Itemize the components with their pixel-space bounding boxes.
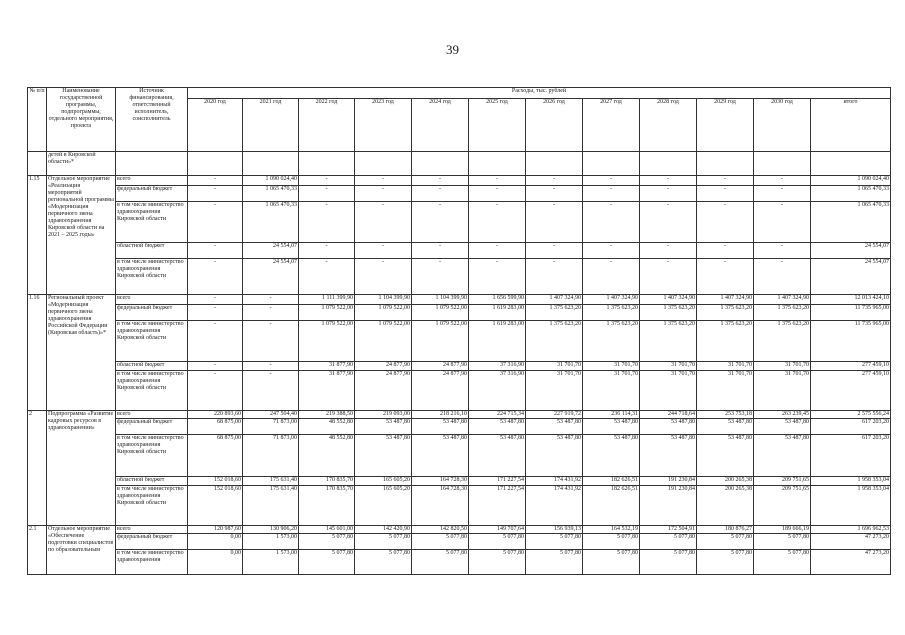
- amount-cell: 24 877,90: [355, 362, 412, 371]
- amount-cell: -: [469, 186, 526, 202]
- amount-cell: 130 906,20: [243, 526, 299, 534]
- amount-cell: 48 552,80: [299, 435, 355, 477]
- funding-source: в том числе министерство здравоохранения Кировской области: [116, 321, 188, 362]
- amount-cell: 5 077,80: [697, 550, 754, 575]
- amount-cell: 5 077,80: [640, 550, 697, 575]
- amount-cell: 149 707,64: [469, 526, 526, 534]
- table-body: [28, 152, 891, 575]
- amount-cell: 5 077,80: [412, 534, 469, 550]
- amount-cell: 1 573,00: [243, 534, 299, 550]
- amount-cell: 24 554,07: [243, 243, 299, 259]
- amount-cell: -: [243, 371, 299, 411]
- funding-source: в том числе министерство здравоохранения Кировской области: [116, 202, 188, 243]
- amount-cell: 253 753,18: [697, 411, 754, 419]
- row-number: 2: [28, 411, 47, 526]
- header-year: 2028 год: [640, 99, 697, 152]
- total-cell: 1 090 024,40: [811, 176, 891, 186]
- amount-cell: 1 619 283,00: [469, 321, 526, 362]
- total-cell: 1 958 353,04: [811, 486, 891, 526]
- total-cell: 11 735 965,00: [811, 305, 891, 321]
- amount-cell: -: [526, 176, 583, 186]
- total-cell: 47 273,20: [811, 534, 891, 550]
- funding-source: в том числе министерство здравоохранения: [116, 550, 188, 575]
- amount-cell: 220 893,60: [188, 411, 243, 419]
- amount-cell: 152 018,60: [188, 486, 243, 526]
- funding-source: федеральный бюджет: [116, 419, 188, 435]
- row-number: 1.16: [28, 295, 47, 411]
- amount-cell: 1 407 324,90: [526, 295, 583, 305]
- amount-cell: 1 407 324,90: [697, 295, 754, 305]
- amount-cell: 1 375 623,20: [583, 305, 640, 321]
- amount-cell: 37 316,90: [469, 362, 526, 371]
- header-name: Наименование государственной программы, подпрограммы, отдельного мероприятия, проекта: [47, 88, 116, 152]
- amount-cell: 5 077,80: [299, 550, 355, 575]
- amount-cell: 1 079 522,00: [355, 305, 412, 321]
- header-year: 2022 год: [299, 99, 355, 152]
- amount-cell: -: [188, 243, 243, 259]
- amount-cell: 1 065 470,33: [243, 186, 299, 202]
- amount-cell: 1 375 623,20: [526, 305, 583, 321]
- table-row: [28, 550, 891, 575]
- amount-cell: -: [697, 202, 754, 243]
- amount-cell: -: [355, 259, 412, 295]
- amount-cell: 164 728,30: [412, 486, 469, 526]
- total-cell: 2 575 556,24: [811, 411, 891, 419]
- amount-cell: -: [412, 186, 469, 202]
- amount-cell: -: [583, 186, 640, 202]
- amount-cell: 53 487,80: [412, 419, 469, 435]
- amount-cell: -: [299, 259, 355, 295]
- amount-cell: -: [355, 243, 412, 259]
- amount-cell: -: [355, 202, 412, 243]
- amount-cell: 5 077,80: [526, 550, 583, 575]
- amount-cell: 209 751,65: [754, 477, 811, 486]
- item-name: Региональный проект «Модернизация первичного звена здравоохранения Российской Федерации (Кировская область)»*: [47, 295, 116, 411]
- amount-cell: -: [188, 362, 243, 371]
- amount-cell: 218 216,10: [412, 411, 469, 419]
- amount-cell: -: [754, 186, 811, 202]
- amount-cell: -: [697, 176, 754, 186]
- item-name: Отдельное мероприятие «Реализация мероприятий региональной программы «Модернизация первичного звена здравоохранения Кировской области на 2021 – 2025 годы»: [47, 176, 116, 295]
- amount-cell: -: [188, 305, 243, 321]
- amount-cell: 1 111 399,90: [299, 295, 355, 305]
- amount-cell: -: [299, 243, 355, 259]
- amount-cell: -: [299, 176, 355, 186]
- amount-cell: 5 077,80: [412, 550, 469, 575]
- amount-cell: -: [526, 243, 583, 259]
- total-cell: 617 203,20: [811, 419, 891, 435]
- amount-cell: 53 487,80: [526, 419, 583, 435]
- amount-cell: 71 873,00: [243, 435, 299, 477]
- total-cell: 47 273,20: [811, 550, 891, 575]
- amount-cell: 53 487,80: [355, 435, 412, 477]
- amount-cell: 1 079 522,00: [412, 321, 469, 362]
- amount-cell: 170 835,70: [299, 486, 355, 526]
- amount-cell: -: [526, 186, 583, 202]
- continuation-row: [28, 152, 891, 176]
- amount-cell: -: [754, 202, 811, 243]
- continuation-name: детей в Кировской области»*: [47, 152, 116, 176]
- amount-cell: 1 104 399,90: [412, 295, 469, 305]
- amount-cell: 0,00: [188, 550, 243, 575]
- amount-cell: 53 487,80: [640, 435, 697, 477]
- amount-cell: 5 077,80: [469, 534, 526, 550]
- amount-cell: -: [299, 202, 355, 243]
- amount-cell: 31 701,70: [583, 362, 640, 371]
- amount-cell: 37 316,90: [469, 371, 526, 411]
- table-row: [28, 202, 891, 243]
- funding-source: областной бюджет: [116, 243, 188, 259]
- funding-source: областной бюджет: [116, 362, 188, 371]
- amount-cell: -: [243, 321, 299, 362]
- amount-cell: 174 431,92: [526, 477, 583, 486]
- funding-source: всего: [116, 176, 188, 186]
- amount-cell: -: [412, 202, 469, 243]
- header-year: 2024 год: [412, 99, 469, 152]
- total-cell: 12 013 424,10: [811, 295, 891, 305]
- amount-cell: -: [243, 295, 299, 305]
- funding-source: в том числе министерство здравоохранения Кировской области: [116, 371, 188, 411]
- row-number: 2.1: [28, 526, 47, 575]
- amount-cell: 53 487,80: [355, 419, 412, 435]
- amount-cell: 53 487,80: [697, 435, 754, 477]
- amount-cell: -: [188, 176, 243, 186]
- table-row: [28, 486, 891, 526]
- amount-cell: 31 701,70: [640, 371, 697, 411]
- amount-cell: 1 573,00: [243, 550, 299, 575]
- amount-cell: 171 227,54: [469, 477, 526, 486]
- header-year: 2027 год: [583, 99, 640, 152]
- amount-cell: 142 420,90: [355, 526, 412, 534]
- amount-cell: 1 375 623,20: [583, 321, 640, 362]
- amount-cell: 170 835,70: [299, 477, 355, 486]
- table-header: [28, 88, 891, 152]
- amount-cell: -: [754, 176, 811, 186]
- total-cell: 24 554,07: [811, 259, 891, 295]
- table-row: [28, 435, 891, 477]
- amount-cell: 219 388,50: [299, 411, 355, 419]
- amount-cell: 53 487,80: [583, 435, 640, 477]
- amount-cell: 164 728,30: [412, 477, 469, 486]
- amount-cell: 1 407 324,90: [583, 295, 640, 305]
- amount-cell: 5 077,80: [526, 534, 583, 550]
- amount-cell: 31 701,70: [526, 371, 583, 411]
- amount-cell: 142 820,50: [412, 526, 469, 534]
- funding-source: в том числе министерство здравоохранения Кировской области: [116, 435, 188, 477]
- amount-cell: -: [243, 362, 299, 371]
- amount-cell: -: [412, 259, 469, 295]
- header-year: итого: [811, 99, 891, 152]
- amount-cell: 247 504,40: [243, 411, 299, 419]
- table-row: [28, 176, 891, 186]
- total-cell: 11 735 965,00: [811, 321, 891, 362]
- total-cell: 277 459,10: [811, 362, 891, 371]
- amount-cell: 1 375 623,20: [697, 321, 754, 362]
- amount-cell: 175 631,40: [243, 486, 299, 526]
- amount-cell: -: [526, 259, 583, 295]
- amount-cell: 24 877,90: [355, 371, 412, 411]
- amount-cell: 5 077,80: [583, 534, 640, 550]
- amount-cell: 174 431,92: [526, 486, 583, 526]
- funding-source: федеральный бюджет: [116, 305, 188, 321]
- table-row: [28, 295, 891, 305]
- header-year: 2025 год: [469, 99, 526, 152]
- amount-cell: -: [243, 305, 299, 321]
- table-row: [28, 259, 891, 295]
- amount-cell: 182 626,51: [583, 486, 640, 526]
- header-source: Источник финансирования, ответственный исполнитель, соисполнитель: [116, 88, 188, 152]
- amount-cell: -: [188, 202, 243, 243]
- amount-cell: 1 079 522,00: [299, 321, 355, 362]
- amount-cell: -: [583, 202, 640, 243]
- header-year: 2026 год: [526, 99, 583, 152]
- amount-cell: 5 077,80: [640, 534, 697, 550]
- amount-cell: 1 619 283,00: [469, 305, 526, 321]
- amount-cell: 31 701,70: [697, 371, 754, 411]
- amount-cell: 5 077,80: [583, 550, 640, 575]
- amount-cell: 263 239,45: [754, 411, 811, 419]
- amount-cell: -: [355, 176, 412, 186]
- amount-cell: 53 487,80: [526, 435, 583, 477]
- amount-cell: -: [469, 259, 526, 295]
- header-year: 2020 год: [188, 99, 243, 152]
- amount-cell: 182 626,51: [583, 477, 640, 486]
- table-row: [28, 371, 891, 411]
- amount-cell: 31 701,70: [640, 362, 697, 371]
- amount-cell: -: [583, 259, 640, 295]
- amount-cell: 0,00: [188, 534, 243, 550]
- table-row: [28, 243, 891, 259]
- total-cell: 1 065 470,33: [811, 202, 891, 243]
- amount-cell: 68 875,00: [188, 419, 243, 435]
- amount-cell: 209 751,65: [754, 486, 811, 526]
- amount-cell: 1 375 623,20: [697, 305, 754, 321]
- amount-cell: 180 876,27: [697, 526, 754, 534]
- amount-cell: 71 873,00: [243, 419, 299, 435]
- total-cell: 277 459,10: [811, 371, 891, 411]
- amount-cell: -: [188, 295, 243, 305]
- amount-cell: 1 079 522,00: [355, 321, 412, 362]
- amount-cell: 236 114,31: [583, 411, 640, 419]
- amount-cell: 24 877,90: [412, 362, 469, 371]
- amount-cell: 1 079 522,00: [412, 305, 469, 321]
- amount-cell: 5 077,80: [697, 534, 754, 550]
- amount-cell: 219 093,00: [355, 411, 412, 419]
- amount-cell: -: [412, 176, 469, 186]
- table-row: [28, 321, 891, 362]
- table-row: [28, 186, 891, 202]
- amount-cell: -: [583, 176, 640, 186]
- header-year: 2029 год: [697, 99, 754, 152]
- amount-cell: 1 375 623,20: [640, 305, 697, 321]
- header-expenses: Расходы, тыс. рублей: [188, 88, 891, 99]
- amount-cell: 53 487,80: [583, 419, 640, 435]
- header-year: 2021 год: [243, 99, 299, 152]
- amount-cell: 1 375 623,20: [526, 321, 583, 362]
- amount-cell: 145 601,00: [299, 526, 355, 534]
- table-row: [28, 419, 891, 435]
- amount-cell: -: [469, 243, 526, 259]
- header-year: 2030 год: [754, 99, 811, 152]
- amount-cell: 1 090 024,40: [243, 176, 299, 186]
- amount-cell: 227 919,72: [526, 411, 583, 419]
- amount-cell: 152 018,60: [188, 477, 243, 486]
- amount-cell: 1 375 623,20: [754, 321, 811, 362]
- amount-cell: 31 877,90: [299, 362, 355, 371]
- amount-cell: 189 666,19: [754, 526, 811, 534]
- amount-cell: -: [188, 259, 243, 295]
- total-cell: 617 203,20: [811, 435, 891, 477]
- amount-cell: 48 552,80: [299, 419, 355, 435]
- amount-cell: 1 079 522,00: [299, 305, 355, 321]
- amount-cell: -: [754, 259, 811, 295]
- total-cell: 1 065 470,33: [811, 186, 891, 202]
- amount-cell: -: [697, 186, 754, 202]
- amount-cell: -: [640, 176, 697, 186]
- amount-cell: -: [188, 186, 243, 202]
- amount-cell: 164 532,19: [583, 526, 640, 534]
- amount-cell: 5 077,80: [754, 534, 811, 550]
- total-cell: 1 696 962,53: [811, 526, 891, 534]
- amount-cell: -: [697, 259, 754, 295]
- amount-cell: -: [640, 202, 697, 243]
- amount-cell: -: [583, 243, 640, 259]
- table-row: [28, 526, 891, 534]
- header-year: 2023 год: [355, 99, 412, 152]
- amount-cell: 165 605,20: [355, 486, 412, 526]
- amount-cell: 53 487,80: [412, 435, 469, 477]
- amount-cell: -: [526, 202, 583, 243]
- amount-cell: 31 701,70: [583, 371, 640, 411]
- amount-cell: 1 104 399,90: [355, 295, 412, 305]
- amount-cell: 53 487,80: [754, 435, 811, 477]
- amount-cell: -: [754, 243, 811, 259]
- amount-cell: 200 265,38: [697, 486, 754, 526]
- amount-cell: 175 631,40: [243, 477, 299, 486]
- amount-cell: 200 265,38: [697, 477, 754, 486]
- amount-cell: -: [697, 243, 754, 259]
- amount-cell: 31 701,70: [697, 362, 754, 371]
- item-name: Подпрограмма «Развитие кадровых ресурсов в здравоохранении»: [47, 411, 116, 526]
- amount-cell: 171 227,54: [469, 486, 526, 526]
- amount-cell: 68 875,00: [188, 435, 243, 477]
- row-number: 1.15: [28, 176, 47, 295]
- table-row: [28, 411, 891, 419]
- table-row: [28, 477, 891, 486]
- amount-cell: 31 701,70: [754, 362, 811, 371]
- amount-cell: 1 375 623,20: [640, 321, 697, 362]
- amount-cell: 24 554,07: [243, 259, 299, 295]
- amount-cell: 172 504,91: [640, 526, 697, 534]
- amount-cell: 5 077,80: [299, 534, 355, 550]
- amount-cell: 224 715,34: [469, 411, 526, 419]
- amount-cell: -: [640, 243, 697, 259]
- amount-cell: 165 605,20: [355, 477, 412, 486]
- amount-cell: 120 987,60: [188, 526, 243, 534]
- funding-source: федеральный бюджет: [116, 534, 188, 550]
- amount-cell: -: [412, 243, 469, 259]
- amount-cell: 53 487,80: [754, 419, 811, 435]
- funding-source: в том числе министерство здравоохранения Кировской области: [116, 259, 188, 295]
- funding-source: в том числе министерство здравоохранения Кировской области: [116, 486, 188, 526]
- amount-cell: 5 077,80: [469, 550, 526, 575]
- funding-source: всего: [116, 526, 188, 534]
- total-cell: 24 554,07: [811, 243, 891, 259]
- amount-cell: 24 877,90: [412, 371, 469, 411]
- amount-cell: 5 077,80: [754, 550, 811, 575]
- amount-cell: 1 375 623,20: [754, 305, 811, 321]
- amount-cell: 53 487,80: [697, 419, 754, 435]
- amount-cell: -: [355, 186, 412, 202]
- table-row: [28, 534, 891, 550]
- amount-cell: 31 877,90: [299, 371, 355, 411]
- total-cell: 1 958 353,04: [811, 477, 891, 486]
- item-name: Отдельное мероприятие «Обеспечение подготовки специалистов по образовательным: [47, 526, 116, 575]
- funding-source: областной бюджет: [116, 477, 188, 486]
- table-row: [28, 362, 891, 371]
- funding-source: всего: [116, 295, 188, 305]
- amount-cell: 53 487,80: [469, 435, 526, 477]
- amount-cell: 1 407 324,90: [640, 295, 697, 305]
- funding-source: федеральный бюджет: [116, 186, 188, 202]
- amount-cell: -: [469, 202, 526, 243]
- amount-cell: 244 718,64: [640, 411, 697, 419]
- table-row: [28, 305, 891, 321]
- budget-table: [27, 87, 891, 575]
- amount-cell: 31 701,70: [526, 362, 583, 371]
- amount-cell: 5 077,80: [355, 550, 412, 575]
- amount-cell: 191 230,84: [640, 477, 697, 486]
- amount-cell: -: [299, 186, 355, 202]
- amount-cell: -: [188, 321, 243, 362]
- amount-cell: 1 407 324,90: [754, 295, 811, 305]
- funding-source: всего: [116, 411, 188, 419]
- amount-cell: 53 487,80: [640, 419, 697, 435]
- amount-cell: -: [640, 259, 697, 295]
- amount-cell: 31 701,70: [754, 371, 811, 411]
- amount-cell: 156 939,13: [526, 526, 583, 534]
- amount-cell: 1 065 470,33: [243, 202, 299, 243]
- amount-cell: -: [188, 371, 243, 411]
- amount-cell: 191 230,84: [640, 486, 697, 526]
- amount-cell: 53 487,80: [469, 419, 526, 435]
- amount-cell: -: [469, 176, 526, 186]
- amount-cell: -: [640, 186, 697, 202]
- header-num: № п/п: [28, 88, 47, 152]
- amount-cell: 5 077,80: [355, 534, 412, 550]
- amount-cell: 1 656 599,90: [469, 295, 526, 305]
- page-number: 39: [446, 42, 459, 57]
